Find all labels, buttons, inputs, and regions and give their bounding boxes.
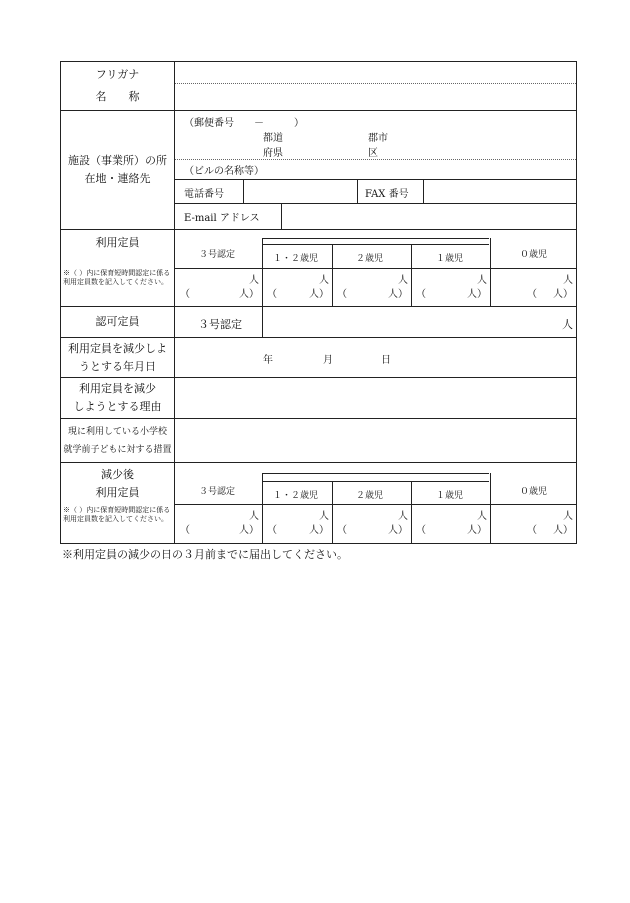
after-label-1: 減少後: [101, 468, 134, 481]
notification-form: [60, 61, 577, 544]
capacity-age12-label: １・２歳児: [273, 254, 319, 264]
email-label: E-mail アドレス: [184, 213, 260, 224]
after-age12-input[interactable]: [262, 504, 332, 544]
paren-open: （: [337, 289, 347, 300]
capacity-age1-input[interactable]: [411, 268, 490, 307]
paren-close: 人）: [309, 525, 329, 536]
person-unit: 人: [398, 275, 408, 286]
measure-label-1: 現に利用している小学校: [67, 426, 167, 437]
paren-open: （: [337, 525, 347, 536]
year-label: 年: [263, 355, 273, 366]
reduce-date-input[interactable]: [175, 338, 577, 378]
todofuken-label-2: 府県: [263, 148, 283, 159]
paren-close: 人）: [467, 289, 487, 300]
paren-open: （: [416, 289, 426, 300]
measure-input[interactable]: [175, 419, 577, 463]
day-label: 日: [381, 355, 391, 366]
reduce-date-label-2: うとする年月日: [79, 359, 156, 373]
address-label-1: 施設（事業所）の所: [68, 154, 167, 167]
paren-close: 人）: [239, 525, 259, 536]
name-label-cell: [61, 62, 175, 111]
approved-cell: [175, 307, 577, 338]
address-label-2: 在地・連絡先: [84, 172, 151, 185]
paren-close: 人）: [388, 289, 408, 300]
after-age0-label: ０歳児: [520, 487, 548, 497]
after-label-cell: [61, 463, 175, 544]
after-grid: [175, 463, 577, 544]
capacity-label: 利用定員: [95, 236, 140, 249]
reason-label-2: しようとする理由: [73, 400, 162, 413]
person-unit: 人: [249, 275, 259, 286]
measure-label-cell: [61, 419, 175, 463]
after-cert3-label: ３号認定: [199, 487, 236, 497]
name-input-cell[interactable]: [175, 62, 577, 111]
person-unit: 人: [477, 275, 487, 286]
capacity-age0-input[interactable]: [490, 268, 576, 307]
todofuken-label-1: 都道: [263, 133, 283, 144]
paren-close: 人）: [388, 525, 408, 536]
person-unit: 人: [319, 275, 329, 286]
paren-close: 人）: [309, 289, 329, 300]
capacity-age0-label: ０歳児: [520, 250, 548, 260]
after-age2-input[interactable]: [332, 504, 411, 544]
after-cert3-input[interactable]: [175, 504, 262, 544]
paren-open: （: [267, 289, 277, 300]
address-label-cell: [61, 111, 175, 230]
month-label: 月: [323, 355, 333, 366]
person-unit: 人: [249, 511, 259, 522]
capacity-cert3-label: ３号認定: [199, 250, 236, 260]
approved-unit: 人: [562, 318, 573, 331]
capacity-cert3-input[interactable]: [175, 268, 262, 307]
approved-label: 認可定員: [61, 307, 175, 338]
furigana-label: フリガナ: [95, 68, 140, 81]
person-unit: 人: [477, 511, 487, 522]
person-unit: 人: [563, 275, 573, 286]
address-cell[interactable]: [175, 111, 577, 230]
paren-close: 人）: [553, 289, 573, 300]
person-unit: 人: [563, 511, 573, 522]
capacity-label-cell: [61, 230, 175, 307]
paren-close: 人）: [553, 525, 573, 536]
after-age2-label: ２歳児: [356, 491, 384, 501]
postal-code-label: （郵便番号 － ）: [184, 118, 304, 129]
person-unit: 人: [319, 511, 329, 522]
reduce-date-label-1: 利用定員を減少しよ: [68, 341, 167, 355]
phone-label: 電話番号: [184, 189, 224, 200]
capacity-age2-label: ２歳児: [356, 254, 384, 264]
paren-open: （: [180, 289, 190, 300]
paren-open: （: [267, 525, 277, 536]
approved-cert3-label: ３号認定: [198, 318, 242, 331]
reason-input[interactable]: [175, 378, 577, 419]
measure-label-2: 就学前子どもに対する措置: [63, 444, 172, 455]
gunshi-label-1: 郡市: [368, 133, 388, 144]
capacity-note: ※（ ）内に保育短時間認定に係る利用定員数を記入してください。: [63, 269, 171, 286]
capacity-age1-label: １歳児: [436, 254, 464, 264]
person-unit: 人: [398, 511, 408, 522]
capacity-grid: [175, 230, 577, 307]
after-age1-input[interactable]: [411, 504, 490, 544]
paren-open: （: [416, 525, 426, 536]
fax-label: FAX 番号: [365, 189, 409, 200]
reason-label-1: 利用定員を減少: [79, 382, 156, 395]
reduce-date-label-cell: [61, 338, 175, 378]
approved-input[interactable]: [263, 307, 576, 338]
paren-close: 人）: [467, 525, 487, 536]
paren-open: （: [180, 525, 190, 536]
paren-open: （: [527, 525, 537, 536]
paren-open: （: [527, 289, 537, 300]
building-label: （ビルの名称等）: [184, 166, 264, 177]
after-age1-label: １歳児: [436, 491, 464, 501]
after-label-2: 利用定員: [95, 486, 140, 499]
after-age0-input[interactable]: [490, 504, 576, 544]
capacity-age12-input[interactable]: [262, 268, 332, 307]
after-note: ※（ ）内に保育短時間認定に係る利用定員数を記入してください。: [63, 506, 171, 523]
capacity-age2-input[interactable]: [332, 268, 411, 307]
after-age12-label: １・２歳児: [273, 491, 319, 501]
name-label: 名 称: [95, 90, 140, 103]
reason-label-cell: [61, 378, 175, 419]
gunshi-label-2: 区: [368, 148, 378, 159]
paren-close: 人）: [239, 289, 259, 300]
footnote: ※利用定員の減少の日の３月前までに届出してください。: [62, 548, 348, 561]
